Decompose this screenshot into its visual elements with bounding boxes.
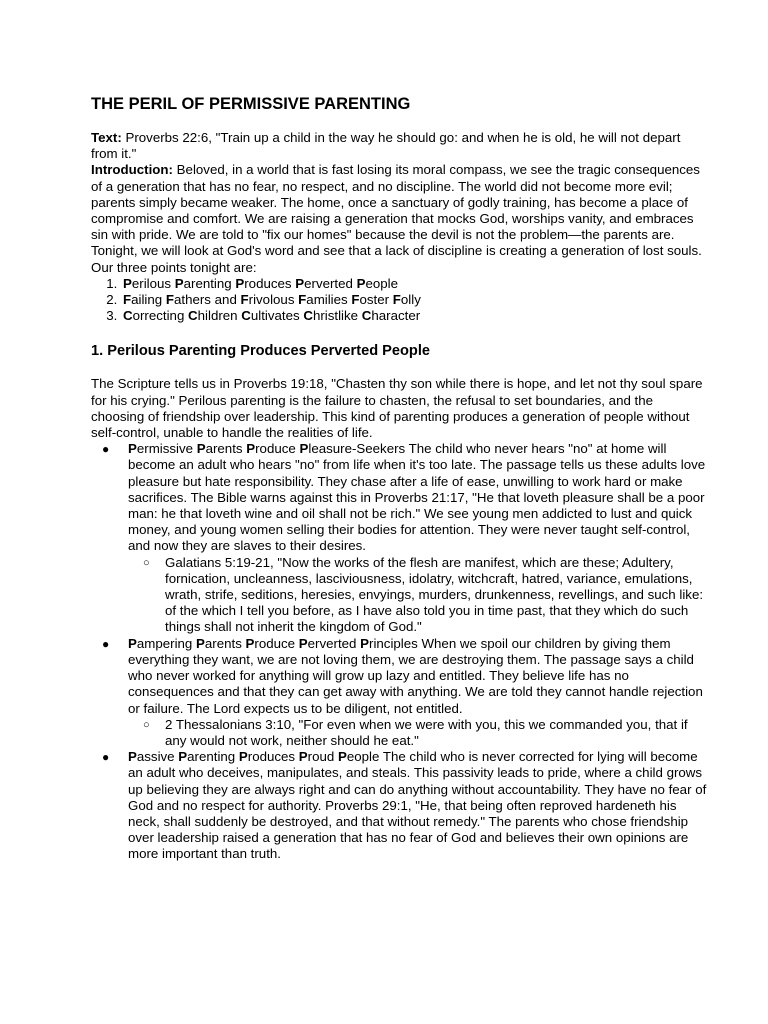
text-paragraph	[91, 130, 708, 162]
initial-letter: P	[196, 635, 205, 651]
initial-letter: F	[351, 292, 360, 308]
section-1-heading: 1. Perilous Parenting Produces Perverted People	[91, 343, 431, 360]
section-1-bullet-list	[91, 441, 708, 862]
text-label: Text:	[91, 130, 122, 145]
section-1-intro: The Scripture tells us in Proverbs 19:18, "Chasten thy son while there is hope, and let not thy soul spare for his crying." Perilous parenting is the failure to chasten, the refusal to set boundaries, and the choosing of friendship over leadership. This kind of parenting produces a generation of people without self-control, unable to handle the realities of life.	[91, 376, 703, 441]
bullet-item	[91, 441, 708, 635]
initial-letter: P	[245, 635, 255, 651]
point-item: 3. Correcting Children Cultivates Christlike Character	[121, 308, 708, 324]
initial-letter: P	[123, 275, 132, 291]
sub-bullet-text: 2 Thessalonians 3:10, "For even when we were with you, this we commanded you, that if any would not work, neither should he eat."	[165, 716, 688, 748]
initial-letter: C	[123, 308, 133, 324]
initial-letter: F	[123, 292, 132, 308]
bullet-dot-icon: ●	[102, 442, 110, 457]
sub-bullet-list	[128, 717, 708, 749]
bullet-heading: Permissive Parents Produce Pleasure-Seekers	[128, 441, 406, 457]
initial-letter: F	[392, 292, 401, 308]
initial-letter: C	[303, 308, 313, 324]
circle-bullet-icon: ○	[143, 718, 150, 731]
sub-bullet-item	[128, 717, 708, 749]
initial-letter: P	[196, 441, 206, 457]
initial-letter: P	[178, 749, 188, 765]
text-body: Proverbs 22:6, "Train up a child in the way he should go: and when he is old, he will not depart from it."	[91, 130, 681, 162]
initial-letter: P	[299, 441, 309, 457]
initial-letter: C	[188, 308, 198, 324]
initial-letter: P	[235, 275, 245, 291]
initial-letter: P	[128, 635, 137, 651]
points-list	[91, 276, 708, 325]
initial-letter: P	[360, 635, 370, 651]
initial-letter: P	[298, 635, 308, 651]
bullet-body: When we spoil our children by giving them everything they want, we are not loving them, we are destroying them. The passage says a child who never worked for anything will grow up lazy and entitled. They believe life has no consequences and that they can get away with anything. We are told they cannot handle rejection or failure. The Lord expects us to be diligent, not entitled.	[128, 635, 703, 716]
initial-letter: P	[356, 275, 366, 291]
initial-letter: P	[128, 749, 137, 765]
introduction-body: Beloved, in a world that is fast losing its moral compass, we see the tragic consequences of a generation that has no fear, no respect, and no discipline. The world did not become more evil; parents simply became weaker. The home, once a sanctuary of godly training, has become a place of compromise and comfort. We are raising a generation that mocks God, worships vanity, and embraces sin with pride. We are told to "fix our homes" because the devil is not the problem—the parents are. Tonight, we will look at God's word and see that a lack of discipline is creating a generation of lost souls.	[91, 162, 702, 259]
point-item: 2. Failing Fathers and Frivolous Families Foster Folly	[121, 292, 708, 308]
bullet-dot-icon: ●	[102, 636, 110, 651]
bullet-heading: Passive Parenting Produces Proud People	[128, 749, 380, 765]
sub-bullet-text: Galatians 5:19-21, "Now the works of the flesh are manifest, which are these; Adultery, fornication, uncleanness, lasciviousness, idolatry, witchcraft, hatred, variance, emulations, wrath, strife, seditions, heresies, envyings, murders, drunkenness, revellings, and such like: of the which I tell you before, as I have also told you in time past, that they which do such things shall not inherit the kingdom of God."	[165, 554, 704, 635]
point-item: 1. Perilous Parenting Produces Perverted People	[121, 276, 708, 292]
bullet-heading: Pampering Parents Produce Perverted Principles	[128, 635, 418, 651]
initial-letter: C	[361, 308, 372, 324]
bullet-body: The child who never hears "no" at home will become an adult who hears "no" from life when it's too late. The passage tells us these adults love pleasure but hate responsibility. They chase after a life of ease, unwilling to work hard or make sacrifices. The Bible warns against this in Proverbs 21:17, "He that loveth pleasure shall be a poor man: he that loveth wine and oil shall not be rich." We see young men addicted to lust and quick money, and young women selling their bodies for attention. They were never taught self-control, and now they are slaves to their desires.	[128, 441, 706, 554]
initial-letter: F	[298, 292, 307, 308]
initial-letter: F	[240, 292, 249, 308]
initial-letter: C	[241, 308, 251, 324]
document-title: THE PERIL OF PERMISSIVE PARENTING	[91, 95, 411, 113]
introduction-paragraph	[91, 162, 708, 259]
initial-letter: P	[298, 749, 308, 765]
bullet-item	[91, 749, 708, 862]
initial-letter: P	[295, 275, 305, 291]
sub-bullet-item	[128, 555, 708, 636]
initial-letter: P	[238, 749, 248, 765]
bullet-item	[91, 636, 708, 749]
initial-letter: F	[165, 292, 174, 308]
introduction-label: Introduction:	[91, 162, 173, 178]
initial-letter: P	[337, 749, 347, 765]
bullet-dot-icon: ●	[102, 750, 110, 765]
circle-bullet-icon: ○	[143, 556, 150, 569]
initial-letter: P	[246, 441, 256, 457]
points-intro: Our three points tonight are:	[91, 259, 257, 275]
initial-letter: P	[128, 441, 137, 457]
initial-letter: P	[174, 275, 184, 291]
sub-bullet-list	[128, 555, 708, 636]
bullet-body: The child who is never corrected for lying will become an adult who deceives, manipulates, and steals. This passivity leads to pride, where a child grows up believing they are always right and can do anything without accountability. They have no fear of God and no respect for authority. Proverbs 29:1, "He, that being often reproved hardeneth his neck, shall suddenly be destroyed, and that without remedy." The parents who chose friendship over leadership raised a generation that has no fear of God and believes their own opinions are more important than truth.	[128, 749, 707, 862]
